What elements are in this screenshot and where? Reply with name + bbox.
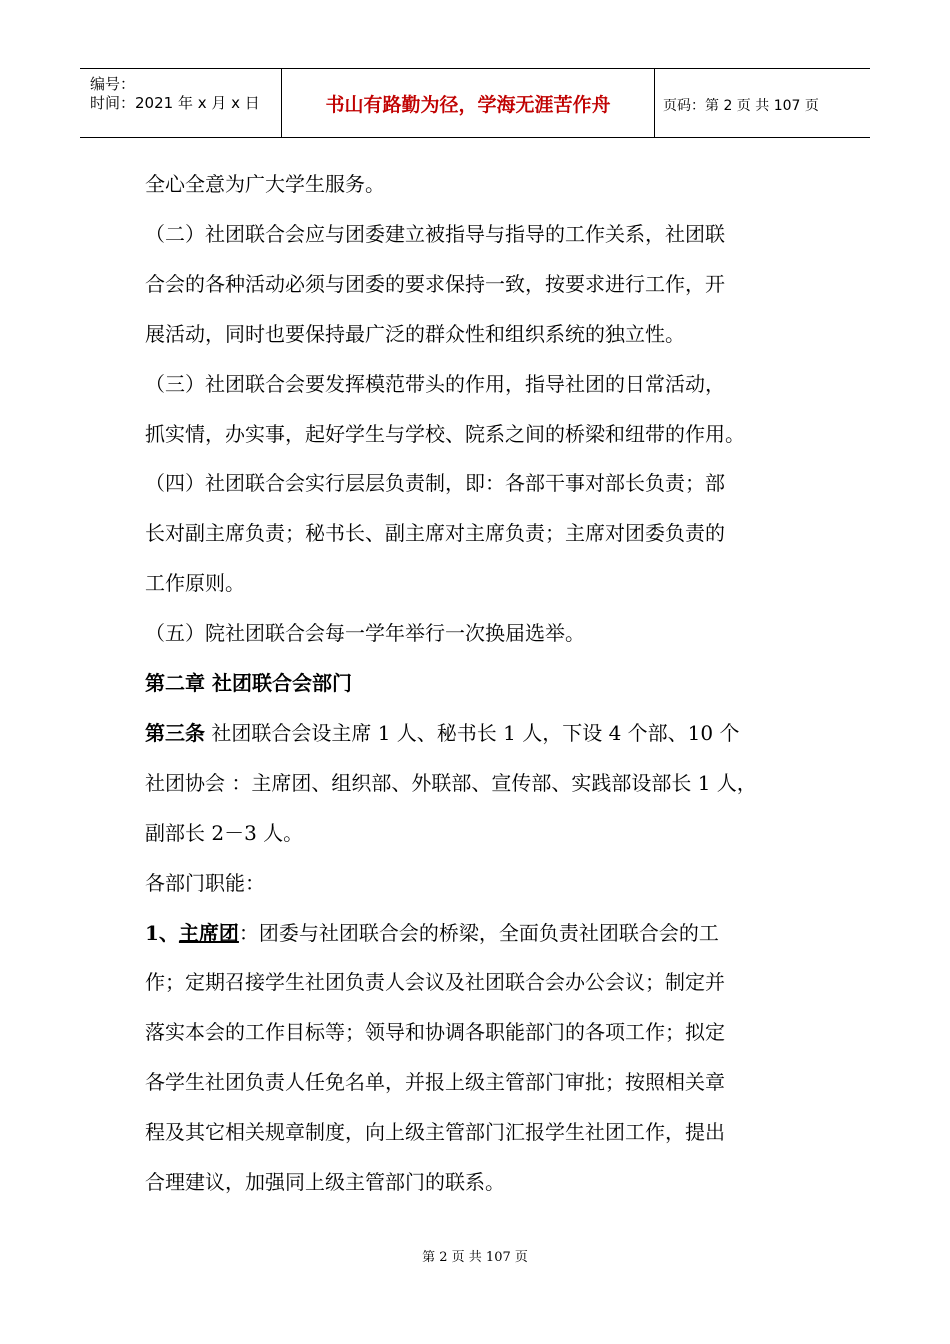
body-line: 落实本会的工作目标等；领导和协调各职能部门的各项工作；拟定	[145, 1020, 725, 1044]
body-line: 各学生社团负责人任免名单，并报上级主管部门审批；按照相关章	[145, 1070, 725, 1094]
body-line: 抓实情，办实事，起好学生与学校、院系之间的桥梁和纽带的作用。	[145, 422, 745, 446]
body-line: 程及其它相关规章制度，向上级主管部门汇报学生社团工作，提出	[145, 1120, 725, 1144]
body-line: 合会的各种活动必须与团委的要求保持一致，按要求进行工作，开	[145, 272, 725, 296]
header-motto-cell	[282, 69, 655, 137]
function-item-line	[145, 920, 719, 946]
document-number-label: 编号：	[90, 75, 136, 93]
article-label: 第三条	[145, 721, 205, 745]
header-page-cell	[655, 69, 870, 137]
body-line: 副部长 2－3 人。	[145, 821, 304, 845]
body-line: 作；定期召接学生社团负责人会议及社团联合会办公会议；制定并	[145, 970, 725, 994]
body-line: 全心全意为广大学生服务。	[145, 172, 385, 196]
body-line: 各部门职能：	[145, 871, 265, 895]
header-page-info: 页码：第 2 页 共 107 页	[663, 98, 819, 114]
body-line: 长对副主席负责；秘书长、副主席对主席负责；主席对团委负责的	[145, 521, 725, 545]
item-number: 1、	[145, 921, 179, 945]
body-line: （四）社团联合会实行层层负责制，即：各部干事对部长负责；部	[145, 471, 725, 495]
article-text: 社团联合会设主席 1 人、秘书长 1 人，下设 4 个部、10 个	[205, 721, 740, 745]
chapter-heading: 第二章 社团联合会部门	[145, 671, 352, 695]
item-text: ：团委与社团联合会的桥梁，全面负责社团联合会的工	[238, 921, 719, 945]
body-line: 展活动，同时也要保持最广泛的群众性和组织系统的独立性。	[145, 322, 685, 346]
body-line: 社团协会 ：主席团、组织部、外联部、宣传部、实践部设部长 1 人，	[145, 771, 757, 795]
body-line: （五）院社团联合会每一学年举行一次换届选举。	[145, 621, 585, 645]
body-line: （三）社团联合会要发挥模范带头的作用，指导社团的日常活动，	[145, 372, 725, 396]
header-info-cell	[80, 69, 282, 137]
body-line: （二）社团联合会应与团委建立被指导与指导的工作关系，社团联	[145, 222, 725, 246]
page-header	[80, 68, 870, 138]
page-footer: 第 2 页 共 107 页	[422, 1250, 528, 1265]
item-title: 主席团	[178, 921, 239, 945]
article-line	[145, 720, 739, 746]
header-motto: 书山有路勤为径，学海无涯苦作舟	[325, 94, 611, 116]
body-line: 工作原则。	[145, 571, 245, 595]
document-date: 时间：2021 年 x 月 x 日	[90, 94, 260, 112]
body-line: 合理建议，加强同上级主管部门的联系。	[145, 1170, 505, 1194]
